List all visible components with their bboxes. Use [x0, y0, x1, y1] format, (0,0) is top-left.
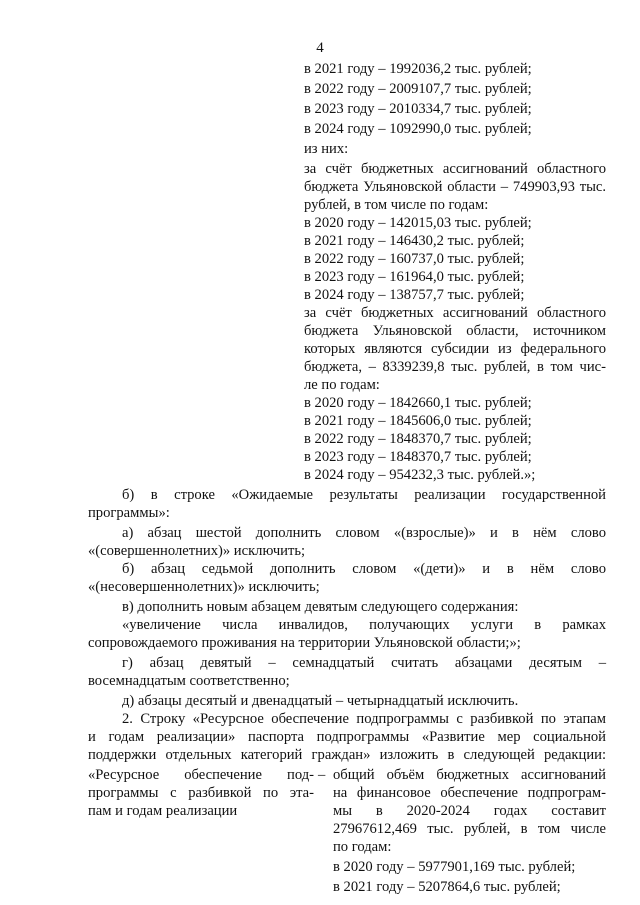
paragraph-b-line: б) в строке «Ожидаемые результаты реализации государственной	[122, 487, 606, 503]
text-line: в 2021 году – 1845606,0 тыс. рублей;	[304, 413, 532, 429]
text-line: в 2023 году – 2010334,7 тыс. рублей;	[304, 101, 532, 117]
row-value-line: общий объём бюджетных ассигнований	[333, 767, 606, 783]
row-label-line: «Ресурсное обеспечение под-	[88, 767, 314, 783]
row-value-line: по годам:	[333, 839, 392, 855]
text-line: в 2022 году – 160737,0 тыс. рублей;	[304, 251, 525, 267]
text-line: бюджета Ульяновской области – 749903,93 тыс.	[304, 179, 606, 195]
paragraph-g-line: г) абзац девятый – семнадцатый считать абзацами десятым –	[122, 655, 606, 671]
text-line: в 2023 году – 1848370,7 тыс. рублей;	[304, 449, 532, 465]
row-dash: –	[318, 767, 326, 783]
paragraph-a-line: а) абзац шестой дополнить словом «(взрослые)» и в нём слово	[122, 525, 606, 541]
text-line: в 2022 году – 2009107,7 тыс. рублей;	[304, 81, 532, 97]
paragraph-2-line: 2. Строку «Ресурсное обеспечение подпрограммы с разбивкой по этапам	[122, 711, 606, 727]
text-line: за счёт бюджетных ассигнований областного	[304, 305, 606, 321]
text-line: которых являются субсидии из федерального	[304, 341, 606, 357]
text-line: за счёт бюджетных ассигнований областного	[304, 161, 606, 177]
text-line: рублей, в том числе по годам:	[304, 197, 489, 213]
row-value-line: в 2020 году – 5977901,169 тыс. рублей;	[333, 859, 576, 875]
row-value-line: на финансовое обеспечение подпрограм-	[333, 785, 606, 801]
paragraph-2-line: и годам реализации» паспорта подпрограммы «Развитие мер социальной	[88, 729, 606, 745]
text-line: в 2021 году – 1992036,2 тыс. рублей;	[304, 61, 532, 77]
text-line: в 2020 году – 142015,03 тыс. рублей;	[304, 215, 532, 231]
text-line: в 2021 году – 146430,2 тыс. рублей;	[304, 233, 525, 249]
row-value-line: мы в 2020-2024 годах составит	[333, 803, 606, 819]
text-line: бюджета Ульяновской области, источником	[304, 323, 606, 339]
paragraph-b-line: программы»:	[88, 505, 170, 521]
paragraph-g-line: восемнадцатым соответственно;	[88, 673, 290, 689]
text-line: в 2023 году – 161964,0 тыс. рублей;	[304, 269, 525, 285]
text-line: бюджета, – 8339239,8 тыс. рублей, в том чис-	[304, 359, 606, 375]
text-line: в 2024 году – 138757,7 тыс. рублей;	[304, 287, 525, 303]
quote-line: сопровождаемого проживания на территории Ульяновской области;»;	[88, 635, 521, 651]
text-line: в 2024 году – 1092990,0 тыс. рублей;	[304, 121, 532, 137]
page-number: 4	[316, 40, 324, 56]
text-line: в 2024 году – 954232,3 тыс. рублей.»;	[304, 467, 536, 483]
text-line: в 2022 году – 1848370,7 тыс. рублей;	[304, 431, 532, 447]
text-line: из них:	[304, 141, 349, 157]
quote-line: «увеличение числа инвалидов, получающих услуги в рамках	[122, 617, 606, 633]
text-line: ле по годам:	[304, 377, 380, 393]
text-line: в 2020 году – 1842660,1 тыс. рублей;	[304, 395, 532, 411]
paragraph-2-line: поддержки отдельных категорий граждан» изложить в следующей редакции:	[88, 747, 606, 763]
row-value-line: 27967612,469 тыс. рублей, в том числе	[333, 821, 606, 837]
paragraph-v-line: в) дополнить новым абзацем девятым следующего содержания:	[122, 599, 519, 615]
paragraph-b2-line: б) абзац седьмой дополнить словом «(дети)» и в нём слово	[122, 561, 606, 577]
paragraph-d-line: д) абзацы десятый и двенадцатый – четырнадцатый исключить.	[122, 693, 519, 709]
paragraph-b2-line: «(несовершеннолетних)» исключить;	[88, 579, 320, 595]
row-value-line: в 2021 году – 5207864,6 тыс. рублей;	[333, 879, 561, 895]
paragraph-a-line: «(совершеннолетних)» исключить;	[88, 543, 306, 559]
row-label-line: пам и годам реализации	[88, 803, 238, 819]
row-label-line: программы с разбивкой по эта-	[88, 785, 314, 801]
